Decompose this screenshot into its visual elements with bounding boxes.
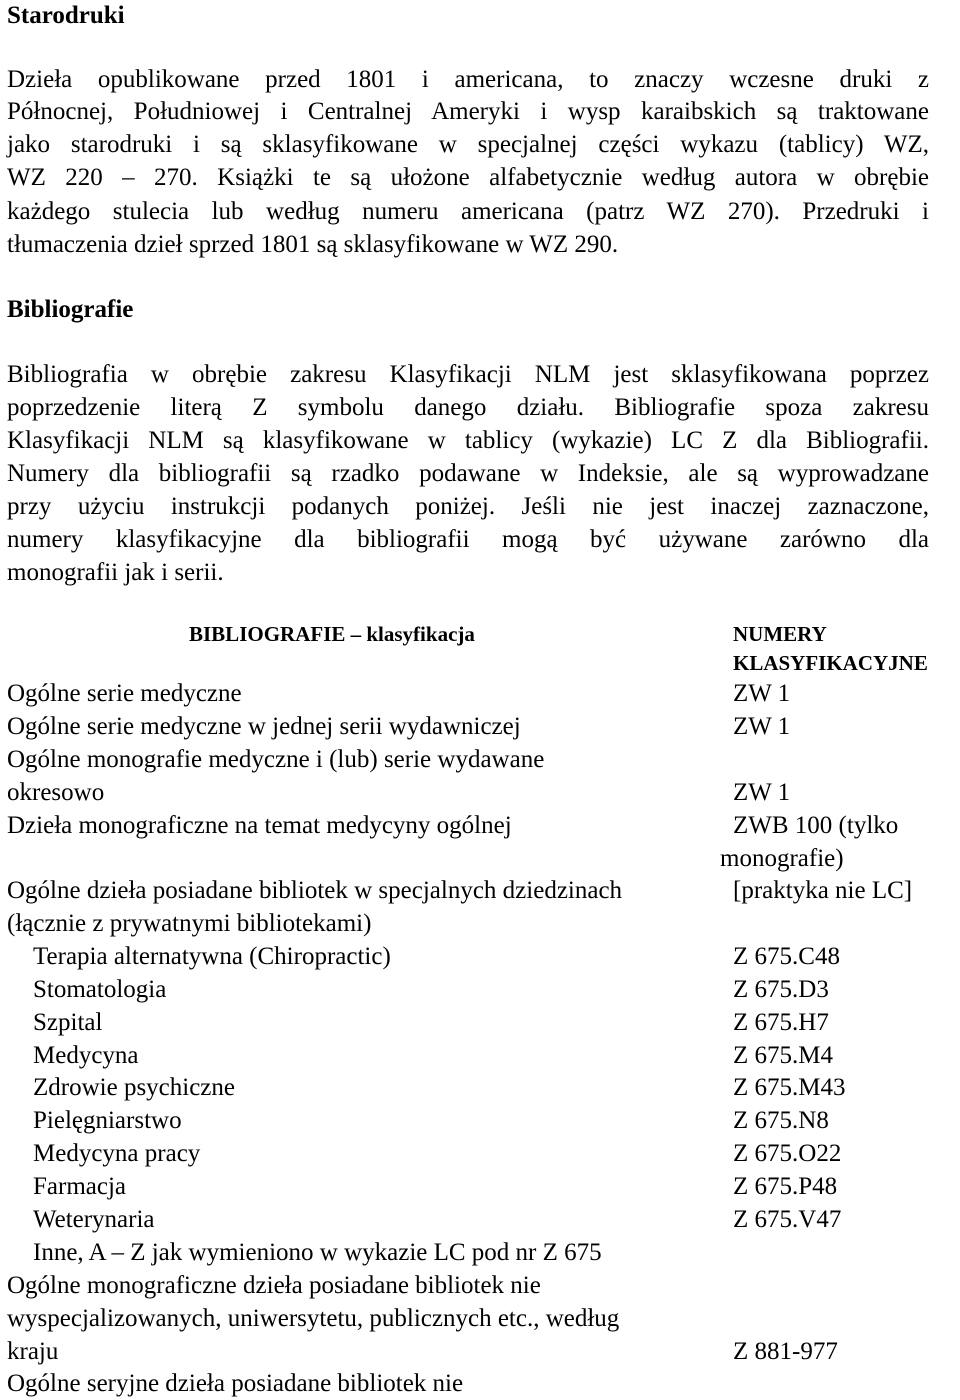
table-row-label: Ogólne serie medyczne w jednej serii wydawniczej: [7, 713, 521, 740]
paragraph-line: poprzedzenie literą Z symbolu danego działu. Bibliografie spoza zakresu: [7, 394, 929, 421]
table-row-number: [praktyka nie LC]: [733, 877, 913, 904]
table-row-label: Stomatologia: [33, 976, 167, 1003]
table-row-label: Ogólne seryjne dzieła posiadane bibliotek nie: [7, 1370, 464, 1397]
table-row-label: Zdrowie psychiczne: [33, 1074, 236, 1101]
paragraph-line: WZ 220 – 270. Książki te są ułożone alfabetycznie według autora w obrębie: [7, 164, 929, 191]
table-row-label: Weterynaria: [33, 1206, 155, 1233]
table-row-label: wyspecjalizowanych, uniwersytetu, publicznych etc., według: [7, 1305, 620, 1332]
table-row-label: Pielęgniarstwo: [33, 1107, 182, 1134]
table-row-label: Medycyna: [33, 1042, 139, 1069]
table-row-label: kraju: [7, 1338, 59, 1365]
table-row-number: Z 675.M43: [733, 1074, 846, 1101]
paragraph-line: przy użyciu instrukcji podanych poniżej. Jeśli nie jest inaczej zaznaczone,: [7, 493, 929, 520]
table-header-classification: BIBLIOGRAFIE – klasyfikacja: [189, 622, 475, 646]
table-row-number: Z 675.C48: [733, 943, 840, 970]
table-row-label: Ogólne monograficzne dzieła posiadane bibliotek nie: [7, 1272, 541, 1299]
table-row-number: Z 675.N8: [733, 1107, 829, 1134]
table-row-number: ZW 1: [733, 713, 791, 740]
table-row-number: ZW 1: [733, 779, 791, 806]
table-row-label: Ogólne serie medyczne: [7, 680, 242, 707]
table-row-number: ZWB 100 (tylko: [733, 812, 899, 839]
table-row-label: Farmacja: [33, 1173, 127, 1200]
table-row-number: Z 675.H7: [733, 1009, 829, 1036]
paragraph-line: numery klasyfikacyjne dla bibliografii mogą być używane zarówno dla: [7, 526, 929, 553]
table-row-number: Z 675.D3: [733, 976, 829, 1003]
table-row-label: Medycyna pracy: [33, 1140, 201, 1167]
paragraph-line: Dzieła opublikowane przed 1801 i americana, to znaczy wczesne druki z: [7, 66, 929, 93]
table-header-numbers: NUMERY: [733, 622, 827, 646]
table-row-number: Z 675.V47: [733, 1206, 842, 1233]
paragraph-line: każdego stulecia lub według numeru americana (patrz WZ 270). Przedruki i: [7, 198, 929, 225]
paragraph-line: jako starodruki i są sklasyfikowane w specjalnej części wykazu (tablicy) WZ,: [7, 131, 929, 158]
table-row-label: Inne, A – Z jak wymieniono w wykazie LC pod nr Z 675: [33, 1239, 602, 1266]
paragraph-line: Numery dla bibliografii są rzadko podawane w Indeksie, ale są wyprowadzane: [7, 460, 929, 487]
paragraph-line: Klasyfikacji NLM są klasyfikowane w tablicy (wykazie) LC Z dla Bibliografii.: [7, 427, 929, 454]
table-row-label: Dzieła monograficzne na temat medycyny ogólnej: [7, 812, 512, 839]
table-row-label: okresowo: [7, 779, 105, 806]
table-row-number: Z 881-977: [733, 1338, 838, 1365]
section-heading-bibliografie: Bibliografie: [7, 296, 134, 323]
table-header-numbers: KLASYFIKACYJNE: [733, 651, 928, 675]
table-row-label: (łącznie z prywatnymi bibliotekami): [7, 910, 372, 937]
table-row-number: monografie): [720, 845, 844, 872]
section-heading-starodruki: Starodruki: [7, 2, 125, 29]
table-row-label: Ogólne dzieła posiadane bibliotek w specjalnych dziedzinach: [7, 877, 623, 904]
paragraph-line: monografii jak i serii.: [7, 559, 224, 586]
paragraph-line: Bibliografia w obrębie zakresu Klasyfikacji NLM jest sklasyfikowana poprzez: [7, 361, 929, 388]
table-row-label: Terapia alternatywna (Chiropractic): [33, 943, 391, 970]
table-row-number: Z 675.M4: [733, 1042, 833, 1069]
table-row-number: Z 675.P48: [733, 1173, 838, 1200]
table-row-label: Ogólne monografie medyczne i (lub) serie wydawane: [7, 746, 545, 773]
table-row-number: Z 675.O22: [733, 1140, 842, 1167]
paragraph-line: tłumaczenia dzieł sprzed 1801 są sklasyfikowane w WZ 290.: [7, 231, 619, 258]
table-row-label: Szpital: [33, 1009, 103, 1036]
paragraph-line: Północnej, Południowej i Centralnej Ameryki i wysp karaibskich są traktowane: [7, 98, 929, 125]
table-row-number: ZW 1: [733, 680, 791, 707]
